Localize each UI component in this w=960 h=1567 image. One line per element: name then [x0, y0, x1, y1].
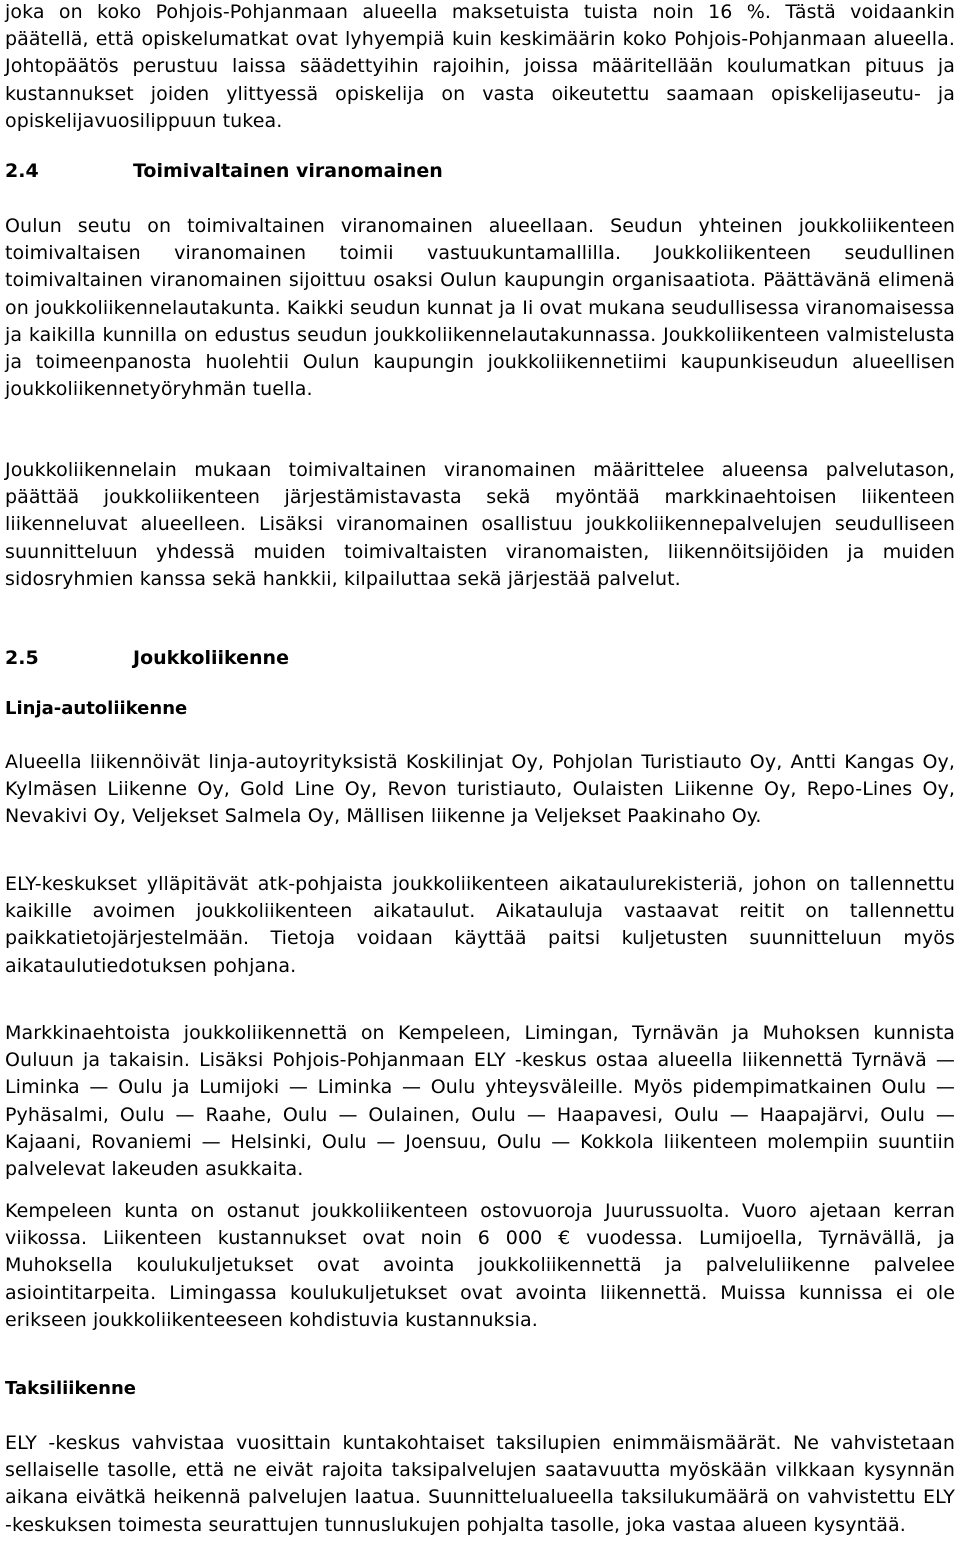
section-title: Joukkoliikenne — [133, 647, 289, 669]
section-number: 2.5 — [5, 647, 39, 669]
paragraph-timetable-register: ELY-keskukset ylläpitävät atk-pohjaista joukkoliikenteen aikataulurekisteriä, johon on tallennettu kaikille avoimen joukkoliikenteen aikataulut. Aikatauluja vastaavat reitit on tallennettu paikkatietojärjestelmään. Tietoja voidaan käyttää paitsi kuljetusten suunnitteluun myös aikataulutiedotuksen pohjana. — [5, 873, 955, 977]
paragraph-authority-organisation: Oulun seutu on toimivaltainen viranomainen alueellaan. Seudun yhteinen joukkoliikenteen toimivaltaisen viranomainen toimii vastuukuntamallilla. Joukkoliikenteen seudullinen toimivaltainen viranomainen sijoittuu osaksi Oulun kaupungin organisaatiota. Päättävänä elimenä on joukkoliikennelautakunta. Kaikki seudun kunnat ja Ii ovat mukana seudullisessa viranomaisessa ja kaikilla kunnilla on edustus seudun joukkoliikennelautakunnassa. Joukkoliikenteen valmistelusta ja toimeenpanosta huolehtii Oulun kaupungin joukkoliikennetiimi kaupunkiseudun alueellisen joukkoliikennetyöryhmän tuella. — [5, 215, 955, 401]
subheading-bus-traffic: Linja-autoliikenne — [5, 698, 188, 719]
section-heading-2-4 — [5, 158, 443, 185]
subheading-taxi-traffic: Taksiliikenne — [5, 1378, 137, 1399]
paragraph-intro: joka on koko Pohjois-Pohjanmaan alueella maksetuista tuista noin 16 %. Tästä voidaankin päätellä, että opiskelumatkat ovat lyhyempiä kuin keskimäärin koko Pohjois-Pohjanmaan alueella. Johtopäätös perustuu laissa säädettyihin rajoihin, joissa määritellään koulumatkan pituus ja kustannukset joiden ylittyessä opiskelija on vasta oikeutettu saamaan opiskelijaseutu- ja opiskelijavuosilippuun tukea. — [5, 1, 955, 132]
section-number: 2.4 — [5, 160, 39, 182]
paragraph-market-traffic: Markkinaehtoista joukkoliikennettä on Kempeleen, Limingan, Tyrnävän ja Muhoksen kunnista Ouluun ja takaisin. Lisäksi Pohjois-Pohjanmaan ELY -keskus ostaa alueella liikennettä Tyrnävä — Liminka — Oulu ja Lumijoki — Liminka — Oulu yhteysväleille. Myös pidempimatkainen Oulu — Pyhäsalmi, Oulu — Raahe, Oulu — Oulainen, Oulu — Haapavesi, Oulu — Haapajärvi, Oulu — Kajaani, Rovaniemi — Helsinki, Oulu — Joensuu, Oulu — Kokkola liikenteen molempiin suuntiin palvelevat lakeuden asukkaita. — [5, 1022, 955, 1181]
paragraph-authority-duties: Joukkoliikennelain mukaan toimivaltainen viranomainen määrittelee alueensa palvelutason, päättää joukkoliikenteen järjestämistavasta sekä myöntää markkinaehtoisen liikenteen liikenneluvat alueelleen. Lisäksi viranomainen osallistuu joukkoliikennepalvelujen seudulliseen suunnitteluun yhdessä muiden toimivaltaisten viranomaisten, liikennöitsijöiden ja muiden sidosryhmien kanssa sekä hankkii, kilpailuttaa sekä järjestää palvelut. — [5, 459, 955, 590]
paragraph-municipal-purchases: Kempeleen kunta on ostanut joukkoliikenteen ostovuoroja Juurussuolta. Vuoro ajetaan kerran viikossa. Liikenteen kustannukset ovat noin 6 000 € vuodessa. Lumijoella, Tyrnävällä, ja Muhoksella koulukuljetukset ovat avointa joukkoliikennettä ja palveluliikenne palvelee asiointitarpeita. Limingassa koulukuljetukset ovat avointa liikennettä. Muissa kunnissa ei ole erikseen joukkoliikenteeseen kohdistuvia kustannuksia. — [5, 1200, 955, 1331]
section-title: Toimivaltainen viranomainen — [133, 160, 443, 182]
paragraph-taxi-permits: ELY -keskus vahvistaa vuosittain kuntakohtaiset taksilupien enimmäismäärät. Ne vahvistetaan sellaiselle tasolle, että ne eivät rajoita taksipalvelujen saatavuutta myöskään vilkkaan kysynnän aikana eivätkä heikennä palvelujen laatua. Suunnittelualueella taksilukumäärä on vahvistettu ELY -keskuksen toimesta seurattujen tunnuslukujen pohjalta tasolle, joka vastaa alueen kysyntää. — [5, 1432, 955, 1536]
paragraph-bus-operators: Alueella liikennöivät linja-autoyrityksistä Koskilinjat Oy, Pohjolan Turistiauto Oy, Antti Kangas Oy, Kylmäsen Liikenne Oy, Gold Line Oy, Revon turistiauto, Oulaisten Liikenne Oy, Repo-Lines Oy, Nevakivi Oy, Veljekset Salmela Oy, Mällisen liikenne ja Veljekset Paakinaho Oy. — [5, 751, 955, 828]
section-heading-2-5 — [5, 645, 289, 672]
